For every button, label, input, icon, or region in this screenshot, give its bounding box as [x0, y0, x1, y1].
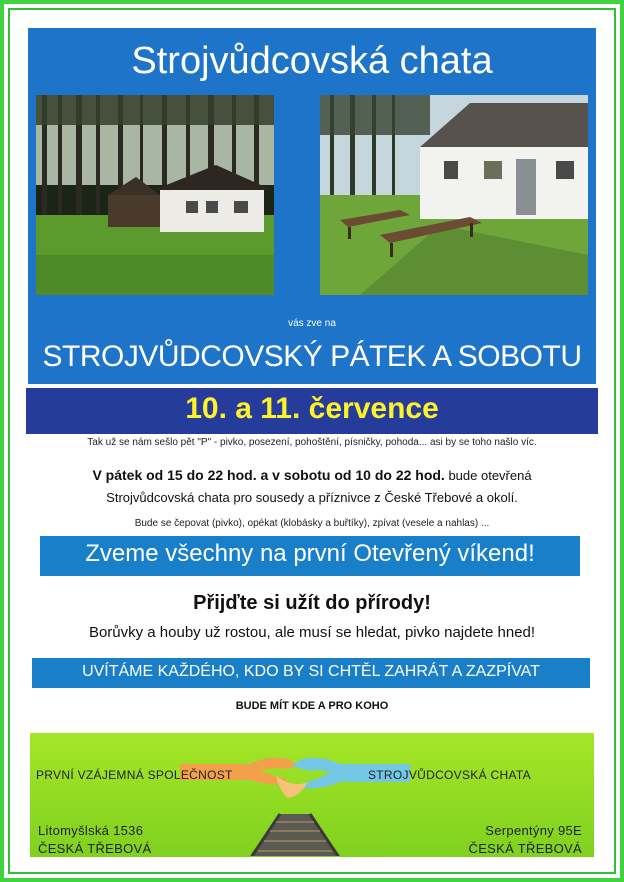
- org-right-name: STROJVŮDCOVSKÁ CHATA: [368, 768, 531, 782]
- event-title: STROJVŮDCOVSKÝ PÁTEK A SOBOTU: [42, 340, 582, 373]
- berries-text: Borůvky a houby už rostou, ale musí se hledat, pivko najdete hned!: [88, 624, 536, 641]
- nature-heading: Přijďte si užít do přírody!: [193, 592, 431, 614]
- everyone-text: UVÍTÁME KAŽDÉHO, KDO BY SI CHTĚL ZAHRÁT A ZAZPÍVAT: [82, 663, 540, 680]
- org-left-name: PRVNÍ VZÁJEMNÁ SPOLEČNOST: [36, 768, 233, 782]
- address-left-street: Litomyšlská 1536: [38, 823, 144, 838]
- cottage-photo-right: [320, 95, 588, 295]
- address-right-street: Serpentýny 95E: [485, 823, 582, 838]
- opening-hours: [30, 464, 594, 509]
- handshake-railway-logo: [180, 736, 410, 856]
- address-right-city: ČESKÁ TŘEBOVÁ: [468, 841, 582, 856]
- cottage-photo-left: [36, 95, 274, 295]
- welcome-text: Zveme všechny na první Otevřený víkend!: [85, 540, 535, 567]
- address-left-city: ČESKÁ TŘEBOVÁ: [38, 841, 152, 856]
- opening-hours-rest: bude otevřená: [444, 468, 532, 483]
- opening-hours-line2: Strojvůdcovská chata pro sousedy a příznivce z České Třebové a okolí.: [106, 490, 518, 505]
- poster-title: Strojvůdcovská chata: [131, 40, 493, 82]
- opening-hours-highlight: V pátek od 15 do 22 hod. a v sobotu od 10 do 22 hod.: [92, 467, 445, 483]
- event-date: 10. a 11. července: [185, 392, 439, 425]
- invite-text: vás zve na: [288, 318, 336, 329]
- offer-text: Bude se čepovat (pivko), opékat (klobásky a buřtíky), zpívat (vesele a nahlas) ...: [134, 518, 490, 529]
- address-right: [460, 822, 582, 858]
- address-left: [38, 822, 151, 858]
- intro-text: Tak už se nám sešlo pět "P" - pivko, posezení, pohoštění, písničky, pohoda... asi by se toho našlo víc.: [87, 437, 537, 448]
- where-text: BUDE MÍT KDE A PRO KOHO: [235, 700, 389, 712]
